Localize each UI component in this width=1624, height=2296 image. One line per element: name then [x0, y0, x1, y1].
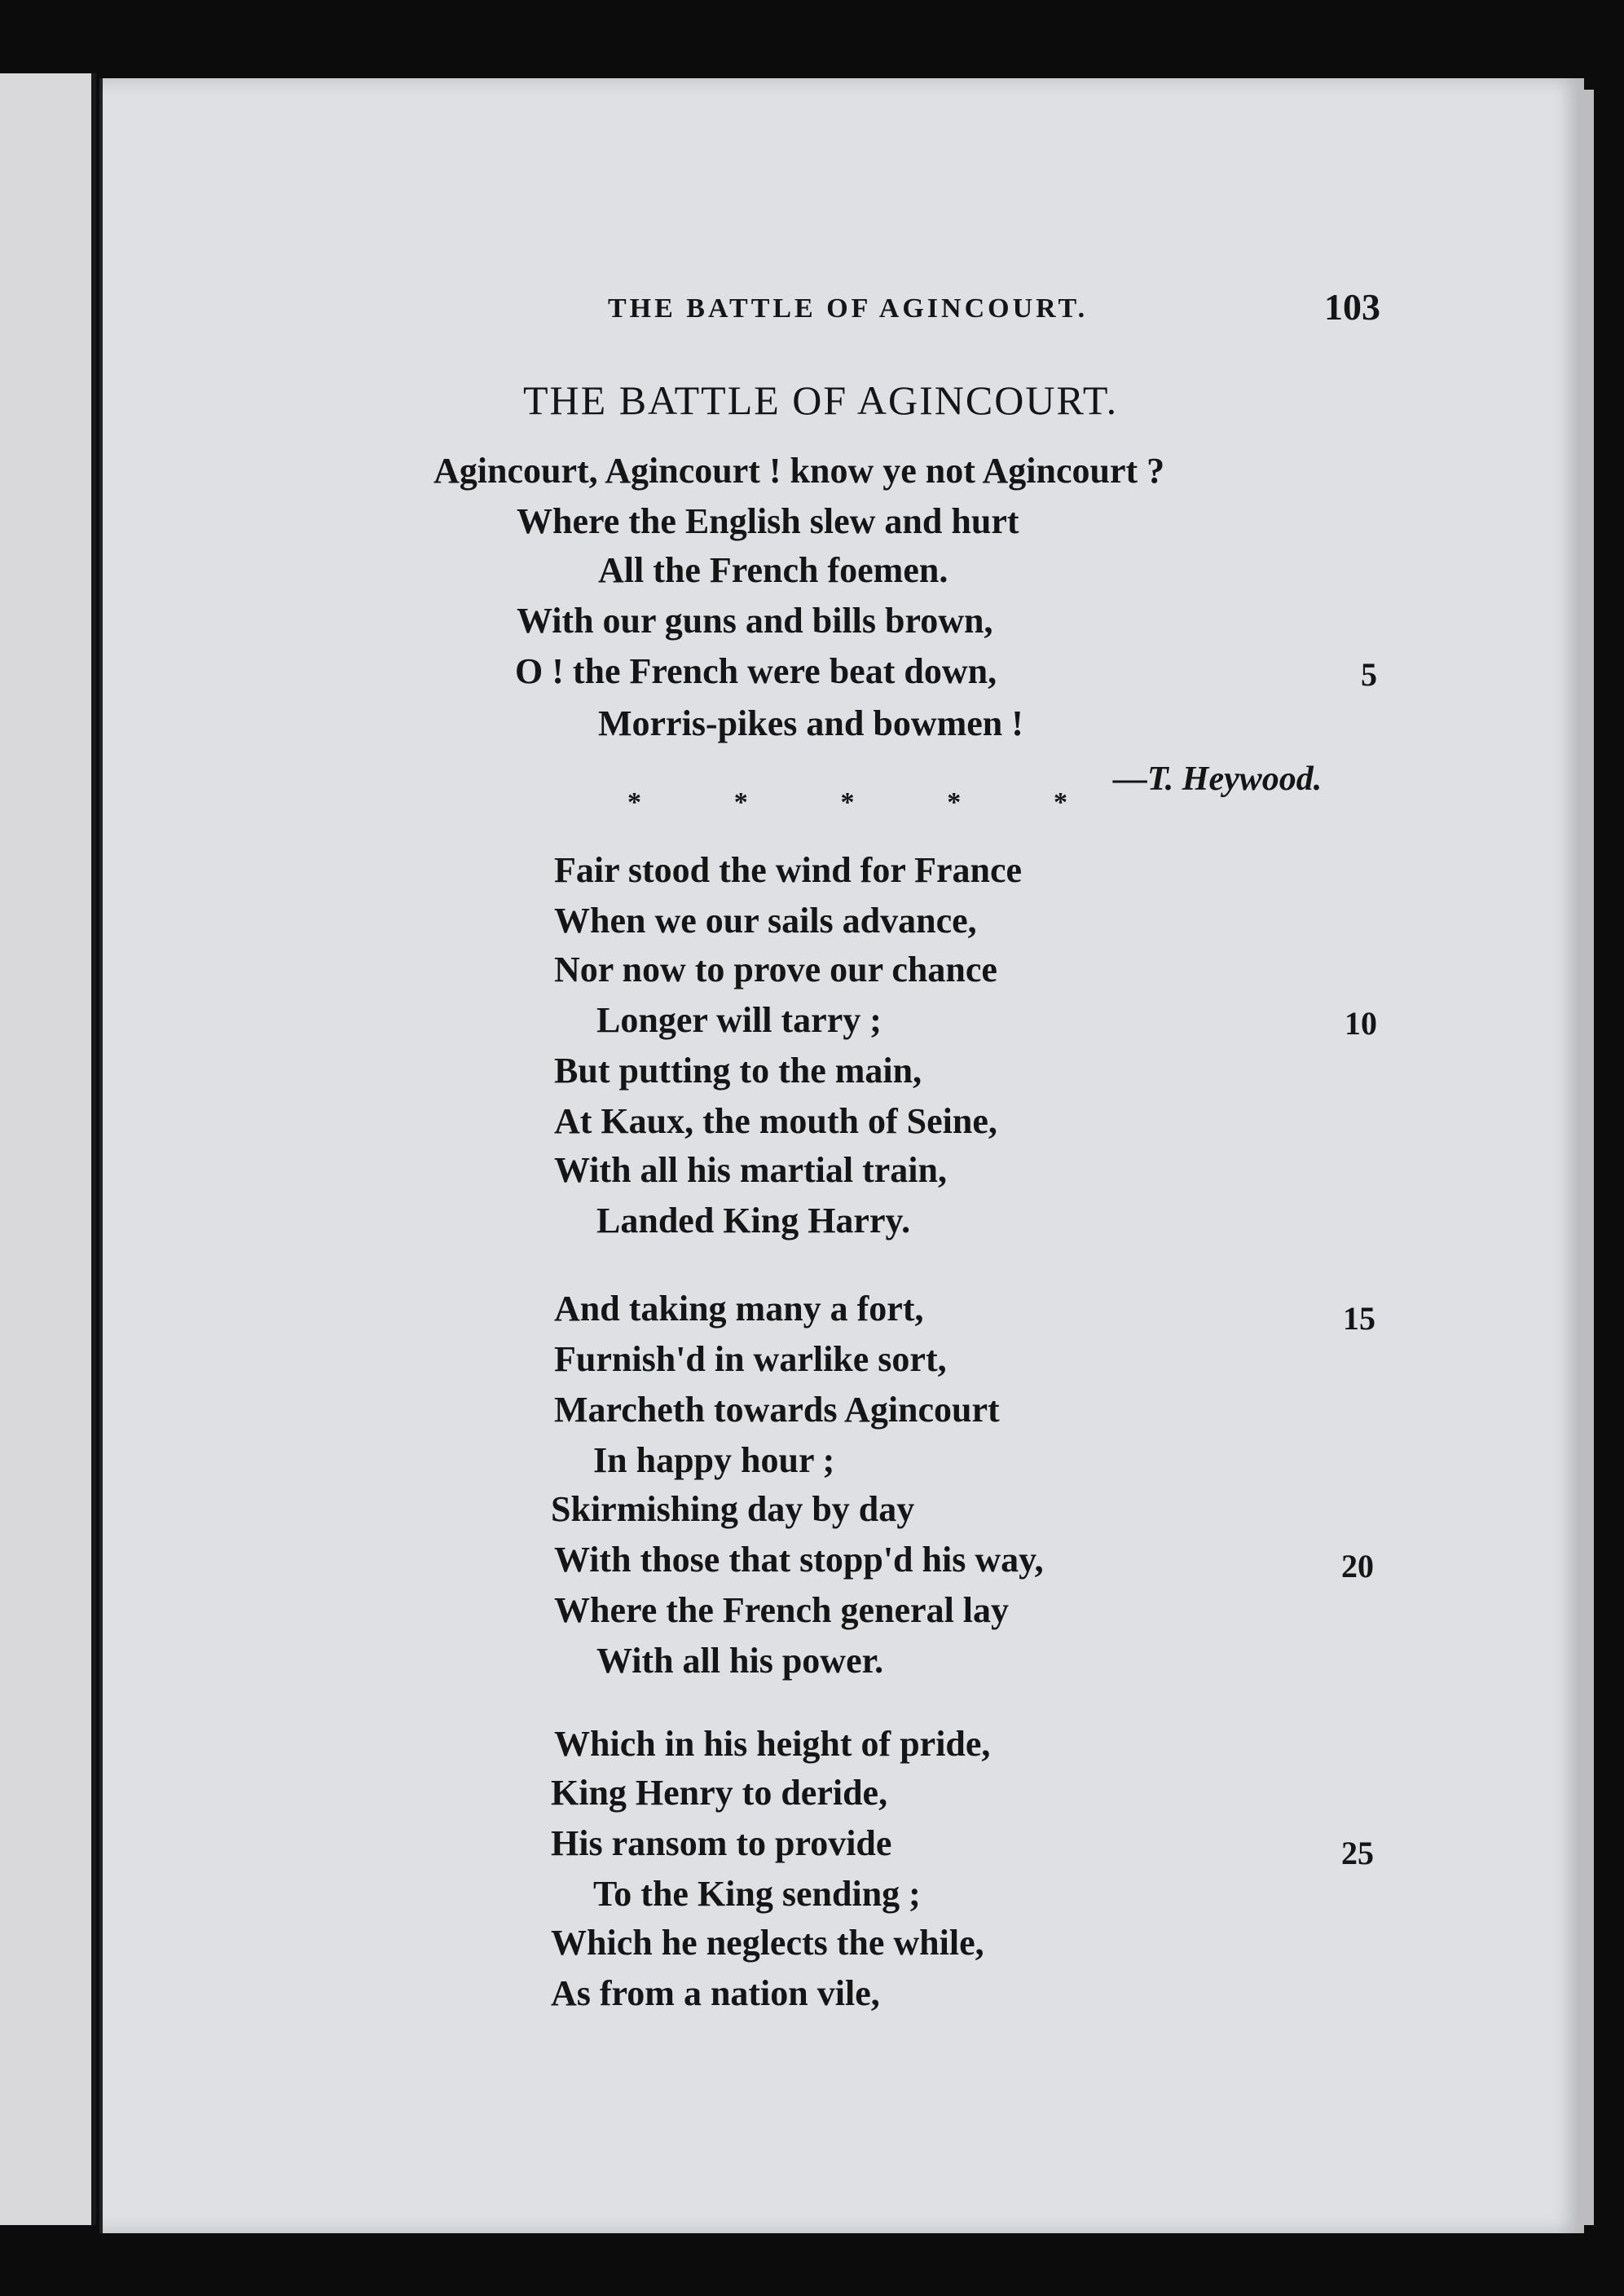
- separator-star: *: [1054, 787, 1067, 817]
- line-number: 5: [1361, 656, 1377, 693]
- page-fore-edge: [1578, 90, 1594, 2225]
- verse-line: O ! the French were beat down,: [515, 651, 997, 691]
- verse-line: Morris-pikes and bowmen !: [598, 703, 1023, 743]
- verse-line: With our guns and bills brown,: [517, 601, 993, 641]
- page-number: 103: [1324, 286, 1380, 328]
- verse-line: All the French foemen.: [598, 550, 948, 590]
- line-number: 25: [1341, 1835, 1374, 1871]
- verse-line: His ransom to provide: [551, 1823, 892, 1863]
- separator-star: *: [947, 787, 962, 817]
- verse-line: With those that stopp'd his way,: [554, 1540, 1044, 1580]
- verse-line: And taking many a fort,: [554, 1289, 924, 1329]
- verse-line: With all his martial train,: [554, 1150, 947, 1190]
- separator-stars: [627, 787, 1067, 818]
- verse-line: With all his power.: [596, 1641, 884, 1681]
- verse-line: Nor now to prove our chance: [554, 950, 997, 989]
- verse-line: Agincourt, Agincourt ! know ye not Agincourt ?: [434, 451, 1165, 491]
- line-number: 20: [1341, 1548, 1374, 1584]
- poem-title: THE BATTLE OF AGINCOURT.: [523, 377, 1119, 423]
- separator-star: *: [840, 787, 855, 817]
- verse-line: Where the English slew and hurt: [517, 501, 1019, 541]
- attribution: —T. Heywood.: [1113, 760, 1323, 798]
- verse-line: Which he neglects the while,: [551, 1923, 984, 1963]
- facing-page-edge: [0, 73, 96, 2225]
- verse-line: In happy hour ;: [593, 1440, 835, 1480]
- verse-line: To the King sending ;: [593, 1874, 921, 1914]
- running-head: THE BATTLE OF AGINCOURT.: [608, 293, 1089, 324]
- verse-line: Which in his height of pride,: [554, 1724, 991, 1764]
- separator-star: *: [627, 787, 641, 817]
- verse-line: King Henry to deride,: [551, 1773, 888, 1813]
- verse-line: Landed King Harry.: [596, 1201, 911, 1241]
- verse-line: As from a nation vile,: [551, 1973, 880, 2013]
- verse-line: Where the French general lay: [554, 1590, 1010, 1630]
- line-number: 15: [1343, 1300, 1375, 1337]
- verse-line: When we our sails advance,: [554, 901, 977, 941]
- line-number: 10: [1345, 1005, 1377, 1042]
- separator-star: *: [733, 787, 748, 817]
- verse-line: Skirmishing day by day: [551, 1489, 915, 1529]
- verse-line: Marcheth towards Agincourt: [554, 1390, 1000, 1430]
- verse-line: But putting to the main,: [554, 1051, 922, 1091]
- verse-line: Longer will tarry ;: [596, 1000, 882, 1040]
- verse-line: Fair stood the wind for France: [554, 850, 1022, 890]
- verse-line: Furnish'd in warlike sort,: [554, 1339, 947, 1379]
- verse-line: At Kaux, the mouth of Seine,: [554, 1101, 997, 1141]
